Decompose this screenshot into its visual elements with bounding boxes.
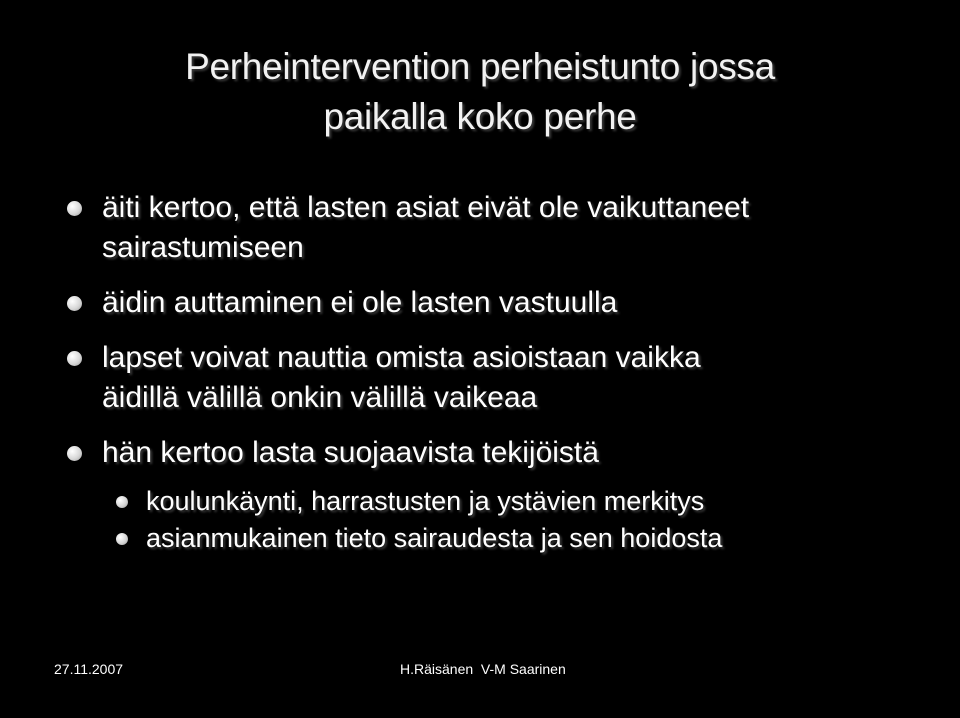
bullet-text <box>102 188 940 268</box>
bullet-dot-icon <box>67 201 82 216</box>
bullet-item-1 <box>60 188 940 268</box>
bullet-dot-icon <box>67 296 82 311</box>
bullet-list <box>60 188 940 562</box>
bullet-text <box>102 283 940 323</box>
bullet-text-line: sairastumiseen <box>102 231 304 264</box>
bullet-dot-icon <box>67 446 82 461</box>
sub-bullet-item-2 <box>60 518 940 558</box>
bullet-text <box>102 338 940 418</box>
bullet-text-line: äiti kertoo, että lasten asiat eivät ole vaikuttaneet <box>102 191 750 224</box>
slide-title-line-2: paikalla koko perhe <box>323 96 637 137</box>
sub-bullet-text: koulunkäynti, harrastusten ja ystävien merkitys <box>146 486 705 516</box>
bullet-item-2 <box>60 283 940 323</box>
footer-date: 27.11.2007 <box>54 661 124 677</box>
sub-bullet-dot-icon <box>116 533 128 545</box>
slide-title-line-1: Perheintervention perheistunto jossa <box>185 46 775 87</box>
bullet-text-line: lapset voivat nauttia omista asioistaan vaikka <box>102 341 701 374</box>
bullet-item-3 <box>60 338 940 418</box>
bullet-item-4 <box>60 433 940 473</box>
sub-bullet-dot-icon <box>116 496 128 508</box>
bullet-text <box>102 433 940 473</box>
sub-bullet-item-1 <box>60 481 940 521</box>
bullet-text-line: hän kertoo lasta suojaavista tekijöistä <box>102 436 599 469</box>
bullet-text-line: äidillä välillä onkin välillä vaikeaa <box>102 381 538 414</box>
bullet-text-line: äidin auttaminen ei ole lasten vastuulla <box>102 286 618 319</box>
footer-authors: H.Räisänen V-M Saarinen <box>400 661 566 677</box>
bullet-dot-icon <box>67 351 82 366</box>
slide-title <box>0 42 960 142</box>
sub-bullet-text: asianmukainen tieto sairaudesta ja sen hoidosta <box>146 523 723 553</box>
